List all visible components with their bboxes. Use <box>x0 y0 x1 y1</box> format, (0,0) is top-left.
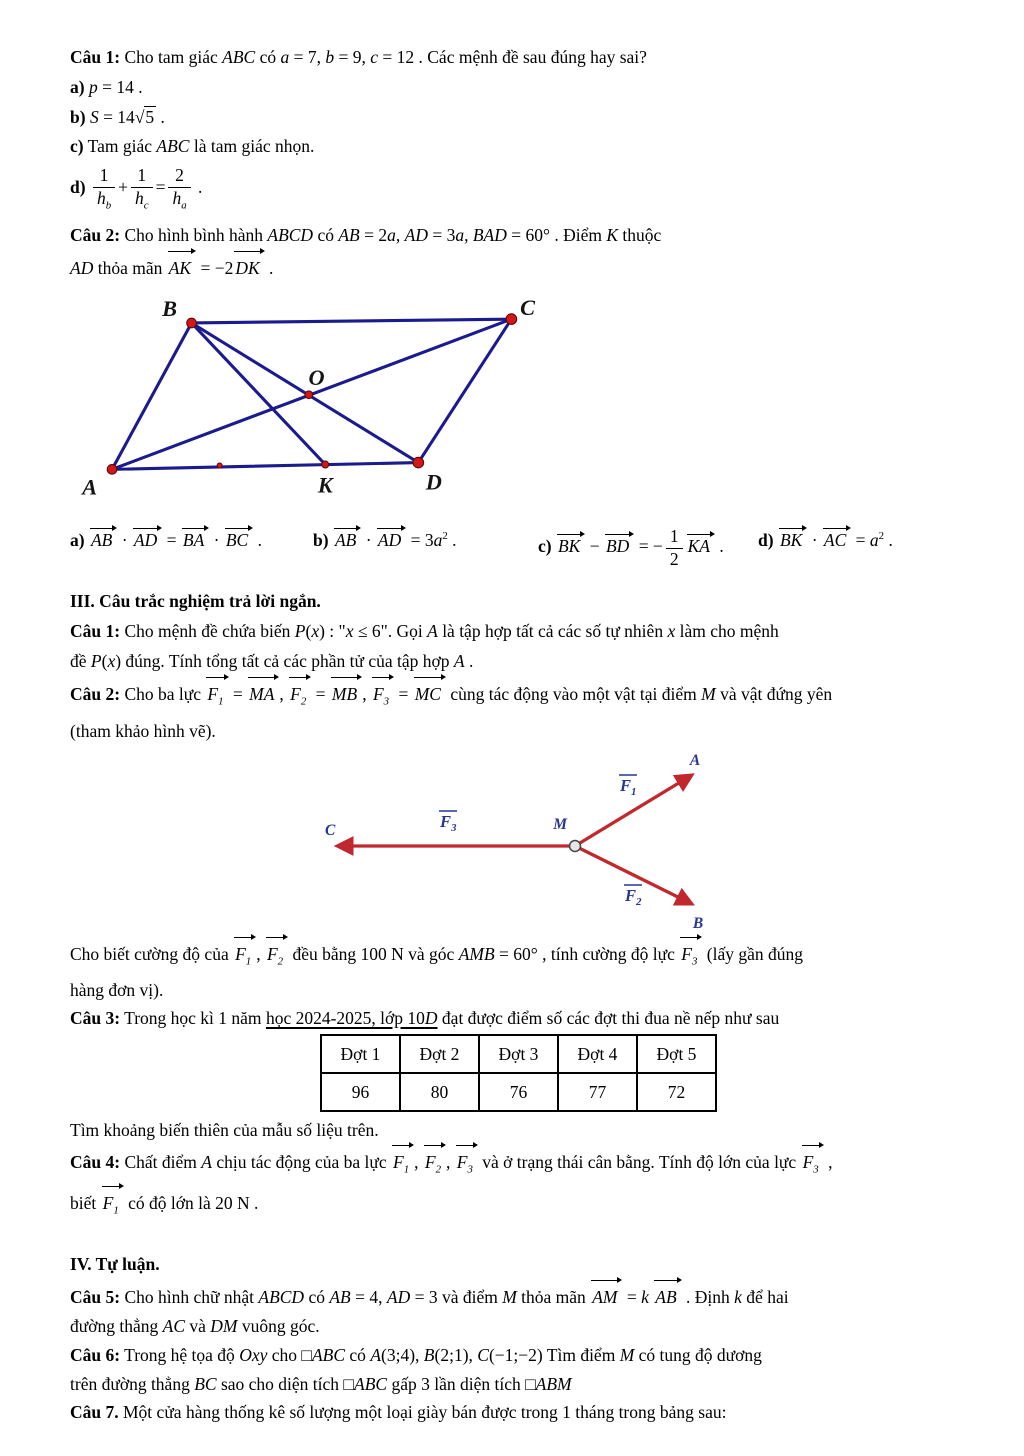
s2-cau2-stmt-a: a) AB · AD = BA · BC . <box>70 527 262 551</box>
table-value-cell: 72 <box>637 1073 716 1111</box>
s2-cau1-item-d: d) $\frac{1}{h_b}$ + $\frac{1}{h_c}$ = $\frac{2}{h_a}$ . <box>70 165 203 212</box>
edge-AB <box>112 323 191 469</box>
force-point-label-A: A <box>689 751 701 769</box>
s2-cau1-intro: Câu 1: Cho tam giác ABC có a = 7, b = 9, c = 12 . Các mệnh đề sau đúng hay sai? <box>70 47 647 67</box>
point-label-B: B <box>162 296 177 322</box>
s3-cau2-after1: Cho biết cường độ của $F_1$ , $F_2$ đều bằng 100 N và góc AMB = 60° , tính cường độ lực $F_3$ (lấy gần đúng <box>70 936 968 977</box>
table-header-cell: Đợt 1 <box>321 1035 400 1073</box>
s3-cau2-line2: (tham khảo hình vẽ). <box>70 720 216 741</box>
point-dot-K <box>322 461 329 468</box>
s2-cau1-item-c: c) Tam giác ABC là tam giác nhọn. <box>70 136 315 156</box>
force-svg <box>315 751 715 936</box>
point-label-O: O <box>308 365 325 391</box>
edge-DA <box>112 463 418 470</box>
s3-cau2-after2: hàng đơn vị). <box>70 980 164 1000</box>
table-value-cell: 96 <box>321 1073 400 1111</box>
s3-cau1-line1: Câu 1: Cho mệnh đề chứa biến P(x) : "x ≤ 6". Gọi A là tập hợp tất cả các số tự nhiên x làm cho mệnh <box>70 621 779 641</box>
point-label-D: D <box>425 469 442 495</box>
point-label-A: A <box>82 474 98 500</box>
table-header-cell: Đợt 4 <box>558 1035 637 1073</box>
point-label-K: K <box>317 472 333 498</box>
point-M-dot <box>570 840 581 851</box>
s4-cau5-line1: Câu 5: Cho hình chữ nhật ABCD có AB = 4, AD = 3 và điểm M thỏa mãn AM = k AB . Định k để hai <box>70 1279 968 1312</box>
point-label-C: C <box>520 295 535 321</box>
s4-cau6-line2: trên đường thẳng BC sao cho diện tích □ABC gấp 3 lần diện tích □ABM <box>70 1374 572 1394</box>
svg-text:F1: $F_1$ <box>620 775 637 798</box>
table-header-cell: Đợt 3 <box>479 1035 558 1073</box>
vertex-dot-D <box>413 457 424 468</box>
table-value-cell: 76 <box>479 1073 558 1111</box>
score-table <box>320 1034 717 1112</box>
s3-cau1-line2: đề P(x) đúng. Tính tổng tất cả các phần tử của tập hợp A . <box>70 651 474 671</box>
svg-text:F2: $F_2$ <box>625 885 642 908</box>
s4-cau6-line1: Câu 6: Trong hệ tọa độ Oxy cho □ABC có A(3;4), B(2;1), C(−1;−2) Tìm điểm M có tung độ dương <box>70 1345 762 1365</box>
s2-cau2-stmt-d: d) BK · AC = $a^2$ . <box>758 527 893 551</box>
force-label-f2 <box>624 885 642 908</box>
s3-cau3-tail: Tìm khoảng biến thiên của mẫu số liệu trên. <box>70 1120 379 1140</box>
score-table-header-row <box>321 1035 716 1073</box>
s2-cau1-item-b: b) S = 14√5 . <box>70 107 165 127</box>
s2-cau2-line1: Câu 2: Cho hình bình hành ABCD có AB = 2a, AD = 3a, BAD = 60° . Điểm K thuộc <box>70 225 662 245</box>
vertex-dot-C <box>506 314 517 325</box>
s4-cau7-line: Câu 7. Một cửa hàng thống kê số lượng một loại giày bán được trong 1 tháng trong bảng sau: <box>70 1402 727 1422</box>
force-diagram <box>315 751 715 936</box>
score-table-value-row <box>321 1073 716 1111</box>
force-label-f3 <box>439 811 457 834</box>
s3-cau4-line2: biết $F_1$ có độ lớn là 20 N . <box>70 1185 968 1226</box>
vertex-dot-A <box>107 465 117 475</box>
edge-CD <box>418 319 511 462</box>
vertex-dot-B <box>187 318 197 328</box>
s2-cau1-item-a: a) p = 14 . <box>70 77 143 97</box>
point-dot-on-AD <box>217 463 222 468</box>
s2-cau2-statements <box>70 512 968 568</box>
parallelogram-svg <box>76 291 561 512</box>
force-label-f1 <box>619 775 637 798</box>
table-header-cell: Đợt 5 <box>637 1035 716 1073</box>
svg-text:F3: $F_3$ <box>440 811 457 834</box>
s3-cau3-line: Câu 3: Trong học kì 1 năm học 2024-2025, lớp 10D đạt được điểm số các đợt thi đua nề nếp như sau <box>70 1008 780 1028</box>
table-header-cell: Đợt 2 <box>400 1035 479 1073</box>
s2-cau2-stmt-b: b) AB · AD = $3a^2$ . <box>313 527 457 551</box>
parallelogram-diagram <box>76 291 561 512</box>
s3-cau4-line1: Câu 4: Chất điểm A chịu tác động của ba lực $F_1$ , $F_2$ , $F_3$ và ở trạng thái cân bằng. Tính độ lớn của lực $F_3$ , <box>70 1144 968 1185</box>
s2-cau2-stmt-c: c) BK − BD = − $\frac{1}{2}$ KA . <box>538 526 724 569</box>
s3-cau2-line1: Câu 2: Cho ba lực $F_1$ = MA , $F_2$ = MB , $F_3$ = MC cùng tác động vào một vật tại điểm M và vật đứng yên <box>70 676 968 717</box>
s2-cau2-line2: AD thỏa mãn AK = −2 DK . <box>70 250 968 283</box>
s4-cau5-line2: đường thẳng AC và DM vuông góc. <box>70 1316 320 1336</box>
edge-BC <box>192 319 512 323</box>
s3-heading: III. Câu trắc nghiệm trả lời ngắn. <box>70 591 321 611</box>
table-value-cell: 77 <box>558 1073 637 1111</box>
force-point-label-C: C <box>325 821 336 839</box>
force-point-label-B: B <box>692 914 704 932</box>
point-dot-O <box>305 391 313 399</box>
table-value-cell: 80 <box>400 1073 479 1111</box>
s4-heading: IV. Tự luận. <box>70 1254 160 1274</box>
force-point-label-M: M <box>553 815 567 833</box>
